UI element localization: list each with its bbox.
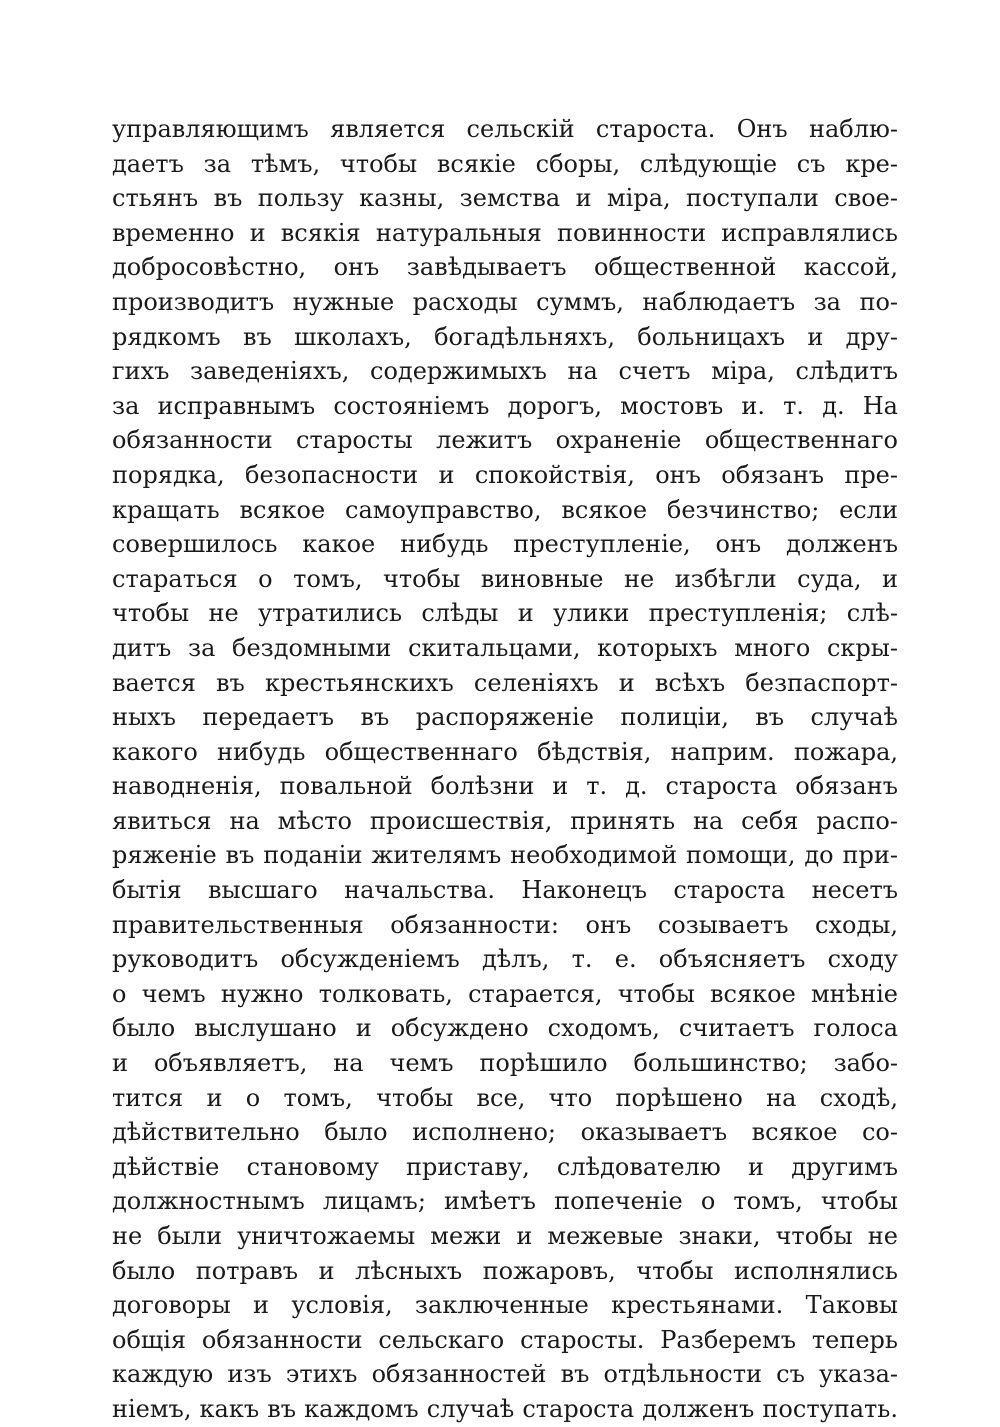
text-line: рядкомъ въ школахъ, богадѣльняхъ, больницахъ и дру- [112, 322, 898, 351]
text-line: дѣйствіе становому приставу, слѣдователю и другимъ [112, 1152, 898, 1181]
text-line: правительственныя обязанности: онъ созываетъ сходы, [112, 910, 898, 939]
text-line: явиться на мѣсто происшествія, принять на себя распо- [112, 806, 898, 835]
text-line: гихъ заведеніяхъ, содержимыхъ на счетъ міра, слѣдитъ [112, 357, 898, 386]
text-line: каждую изъ этихъ обязанностей въ отдѣльности съ указа- [112, 1360, 898, 1389]
text-line: даетъ за тѣмъ, чтобы всякіе сборы, слѣдующіе съ кре- [112, 149, 898, 178]
text-line: кращать всякое самоуправство, всякое безчинство; если [112, 495, 898, 524]
text-line: производитъ нужные расходы суммъ, наблюдаетъ за по- [112, 287, 898, 316]
body-text [112, 112, 898, 1427]
text-line: не были уничтожаемы межи и межевые знаки, чтобы не [112, 1222, 898, 1250]
text-line: дитъ за бездомными скитальцами, которыхъ много скры- [112, 633, 898, 662]
text-line: вается въ крестьянскихъ селеніяхъ и всѣхъ безпаспорт- [112, 668, 898, 697]
text-line: тится и о томъ, чтобы все, что порѣшено на сходѣ, [112, 1083, 898, 1112]
text-line: временно и всякія натуральныя повинности исправлялись [112, 218, 898, 247]
text-line: было потравъ и лѣсныхъ пожаровъ, чтобы исполнялись [112, 1256, 898, 1285]
text-line: общія обязанности сельскаго старосты. Разберемъ теперь [112, 1325, 898, 1354]
text-line: совершилось какое нибудь преступленіе, онъ долженъ [112, 530, 898, 559]
text-line: договоры и условія, заключенные крестьянами. Таковы [112, 1291, 898, 1320]
text-line: о чемъ нужно толковать, старается, чтобы всякое мнѣніе [112, 979, 898, 1008]
text-line: должностнымъ лицамъ; имѣетъ попеченіе о томъ, чтобы [112, 1187, 898, 1216]
text-line: порядка, безопасности и спокойствія, онъ обязанъ пре- [112, 460, 898, 489]
text-line: было выслушано и обсуждено сходомъ, считаетъ голоса [112, 1014, 898, 1043]
text-line: обязанности старосты лежитъ охраненіе общественнаго [112, 426, 898, 455]
text-line: ныхъ передаетъ въ распоряженіе полиціи, въ случаѣ [112, 703, 898, 732]
text-line: руководитъ обсужденіемъ дѣлъ, т. е. объясняетъ сходу [112, 945, 898, 974]
text-line: дѣйствительно было исполнено; оказываетъ всякое со- [112, 1118, 898, 1147]
text-line: за исправнымъ состояніемъ дорогъ, мостовъ и. т. д. На [112, 391, 898, 420]
text-line: стараться о томъ, чтобы виновные не избѣгли суда, и [112, 564, 898, 593]
text-line: ніемъ, какъ въ каждомъ случаѣ староста долженъ поступать. [112, 1394, 898, 1423]
text-line: стьянъ въ пользу казны, земства и міра, поступали свое- [112, 184, 898, 213]
text-line: бытія высшаго начальства. Наконецъ староста несетъ [112, 876, 898, 905]
text-line: ряженіе въ поданіи жителямъ необходимой помощи, до при- [112, 841, 898, 870]
text-line: и объявляетъ, на чемъ порѣшило большинство; забо- [112, 1049, 898, 1078]
text-line: наводненія, повальной болѣзни и т. д. староста обязанъ [112, 772, 898, 801]
text-line: какого нибудь общественнаго бѣдствія, наприм. пожара, [112, 737, 898, 766]
text-line: управляющимъ является сельскій староста. Онъ наблю- [112, 115, 898, 143]
text-line: добросовѣстно, онъ завѣдываетъ общественной кассой, [112, 253, 898, 282]
text-line: чтобы не утратились слѣды и улики преступленія; слѣ- [112, 599, 898, 628]
